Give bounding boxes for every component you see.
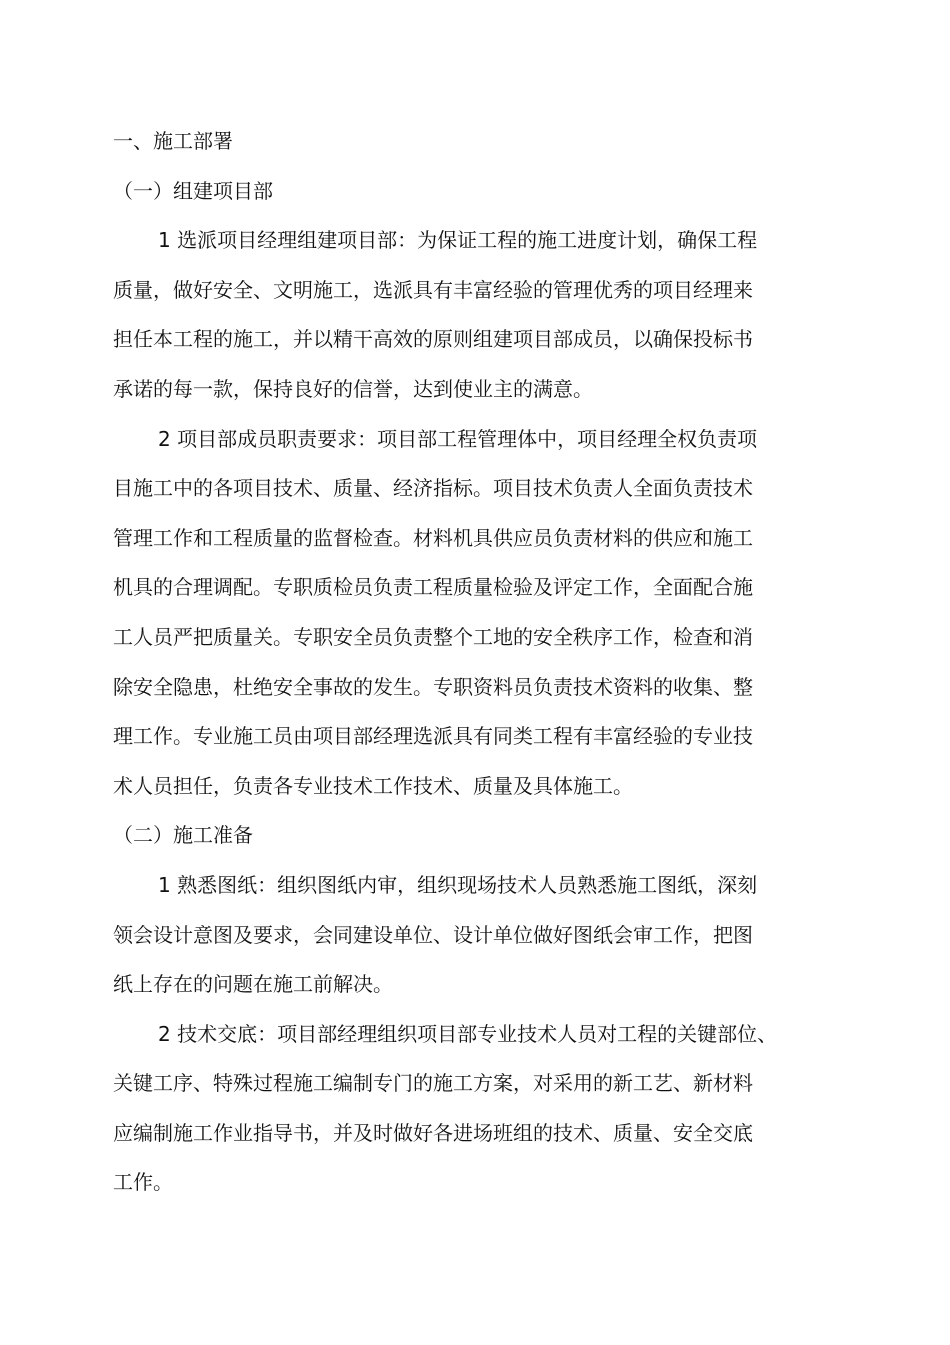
- paragraph-line: 担任本工程的施工，并以精干高效的原则组建项目部成员，以确保投标书: [113, 327, 753, 352]
- subsection-heading: （一）组建项目部: [113, 178, 273, 203]
- paragraph-line: 目施工中的各项目技术、质量、经济指标。项目技术负责人全面负责技术: [113, 476, 753, 501]
- paragraph-line: 1 熟悉图纸：组织图纸内审，组织现场技术人员熟悉施工图纸，深刻: [158, 872, 758, 897]
- paragraph-line: 质量，做好安全、文明施工，选派具有丰富经验的管理优秀的项目经理来: [113, 277, 753, 302]
- paragraph-line: 管理工作和工程质量的监督检查。材料机具供应员负责材料的供应和施工: [113, 525, 753, 550]
- paragraph-line: 纸上存在的问题在施工前解决。: [113, 972, 393, 997]
- paragraph-line: 2 项目部成员职责要求：项目部工程管理体中，项目经理全权负责项: [158, 426, 758, 451]
- document-body: [113, 117, 813, 1208]
- paragraph-line: 机具的合理调配。专职质检员负责工程质量检验及评定工作，全面配合施: [113, 575, 753, 600]
- paragraph-line: 关键工序、特殊过程施工编制专门的施工方案，对采用的新工艺、新材料: [113, 1071, 753, 1096]
- section-heading: 一、施工部署: [113, 129, 233, 153]
- paragraph-line: 领会设计意图及要求，会同建设单位、设计单位做好图纸会审工作，把图: [113, 922, 753, 947]
- paragraph-line: 应编制施工作业指导书，并及时做好各进场班组的技术、质量、安全交底: [113, 1120, 753, 1145]
- paragraph-line: 工人员严把质量关。专职安全员负责整个工地的安全秩序工作，检查和消: [113, 624, 753, 649]
- paragraph-line: 2 技术交底：项目部经理组织项目部专业技术人员对工程的关键部位、: [158, 1021, 778, 1046]
- paragraph-line: 承诺的每一款，保持良好的信誉，达到使业主的满意。: [113, 376, 593, 401]
- paragraph-line: 术人员担任，负责各专业技术工作技术、质量及具体施工。: [113, 773, 633, 798]
- subsection-heading: （二）施工准备: [113, 823, 253, 848]
- paragraph-line: 除安全隐患，杜绝安全事故的发生。专职资料员负责技术资料的收集、整: [113, 674, 753, 699]
- paragraph-line: 工作。: [113, 1170, 173, 1195]
- paragraph-line: 1 选派项目经理组建项目部：为保证工程的施工进度计划，确保工程: [158, 228, 758, 253]
- paragraph-line: 理工作。专业施工员由项目部经理选派具有同类工程有丰富经验的专业技: [113, 724, 753, 749]
